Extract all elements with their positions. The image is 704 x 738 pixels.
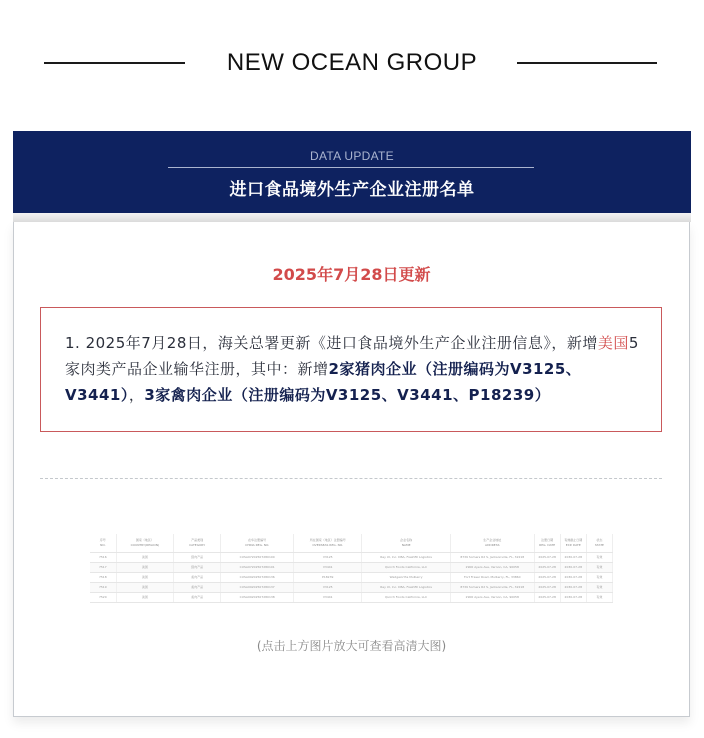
brand-header bbox=[0, 48, 704, 78]
notice-text-1: 1. 2025年7月28日，海关总署更新《进口食品境外生产企业注册信息》，新增 bbox=[65, 334, 598, 352]
col-no: 序号 NO. bbox=[90, 534, 116, 552]
table-row: 7520 美国 禽肉产品 CUSA09202507280138 V3441 Quirch Foods California, LLC 2900 Ayers Ave, Vernon, CA, 90058 2025-07-28 2030-07-28 有效 bbox=[90, 592, 613, 602]
table-header-row bbox=[90, 534, 613, 552]
table-row: 7519 美国 禽肉产品 CUSA09202507280137 V3125 Ray UI, Inc. DBA, Freshfill Logistics 8739 Somers Rd S, Jacksonville, FL, 32218 2025-07-28 2030-07-28 有效 bbox=[90, 582, 613, 592]
image-caption: (点击上方图片放大可查看高清大图) bbox=[256, 639, 447, 653]
table-row: 7516 美国 猪肉产品 CUSA07202507280100 V3125 Ray UI, Inc. DBA, Freshfill Logistics 8739 Somers Rd S, Jacksonville, FL, 32218 2025-07-28 2030-07-28 有效 bbox=[90, 552, 613, 562]
notice-pork-enterprises: 2家猪肉企业（注册编码为V3125、V3441） bbox=[65, 360, 582, 404]
notice-country: 美国 bbox=[597, 334, 629, 352]
col-reg-date: 注册日期 REG. DATE bbox=[534, 534, 560, 552]
table-row: 7518 美国 禽肉产品 CUSA09202507280136 P18239 Wedgworths Mulberry Fort Fraser Road, Mulberry, FL, 33860 2025-07-28 2030-07-28 有效 bbox=[90, 572, 613, 582]
col-exp-date: 有效截止日期 EXP. DATE bbox=[560, 534, 586, 552]
brand-divider-right bbox=[517, 62, 657, 64]
registration-table bbox=[90, 534, 613, 603]
col-category: 产品类别 CATEGORY bbox=[174, 534, 221, 552]
col-overseas-reg-no: 所在国家（地区）注册编号 OVERSEAS REG. NO. bbox=[294, 534, 362, 552]
dashed-divider bbox=[40, 478, 662, 479]
notice-box bbox=[40, 307, 662, 432]
col-country: 国家（地区） COUNTRY(REGION) bbox=[116, 534, 173, 552]
banner-title: 进口食品境外生产企业注册名单 bbox=[229, 180, 475, 200]
notice-text-2: 5家肉类产品企业输华注册，其中：新增 bbox=[65, 334, 639, 378]
col-state: 状态 STATE bbox=[586, 534, 612, 552]
banner-divider bbox=[168, 167, 534, 168]
notice-separator: ， bbox=[128, 386, 145, 404]
section-banner bbox=[13, 131, 691, 213]
notice-poultry-enterprises: 3家禽肉企业（注册编码为V3125、V3441、P18239） bbox=[144, 386, 551, 404]
banner-subtitle: DATA UPDATE bbox=[310, 149, 394, 163]
col-name: 企业名称 NAME bbox=[362, 534, 451, 552]
brand-name: NEW OCEAN GROUP bbox=[226, 49, 478, 76]
table-row: 7517 美国 猪肉产品 CUSA07202507280101 V3441 Quirch Foods California, LLC 2900 Ayers Ave, Vernon, CA, 90058 2025-07-28 2030-07-28 有效 bbox=[90, 562, 613, 572]
content-card bbox=[13, 222, 690, 717]
col-address: 生产企业地址 ADDRESS bbox=[450, 534, 534, 552]
registration-table-image[interactable] bbox=[90, 534, 613, 602]
update-date-heading: 2025年7月28日更新 bbox=[272, 265, 431, 284]
banner-shadow bbox=[13, 213, 691, 222]
col-china-reg-no: 在华注册编号 CHINA REG. NO. bbox=[221, 534, 294, 552]
